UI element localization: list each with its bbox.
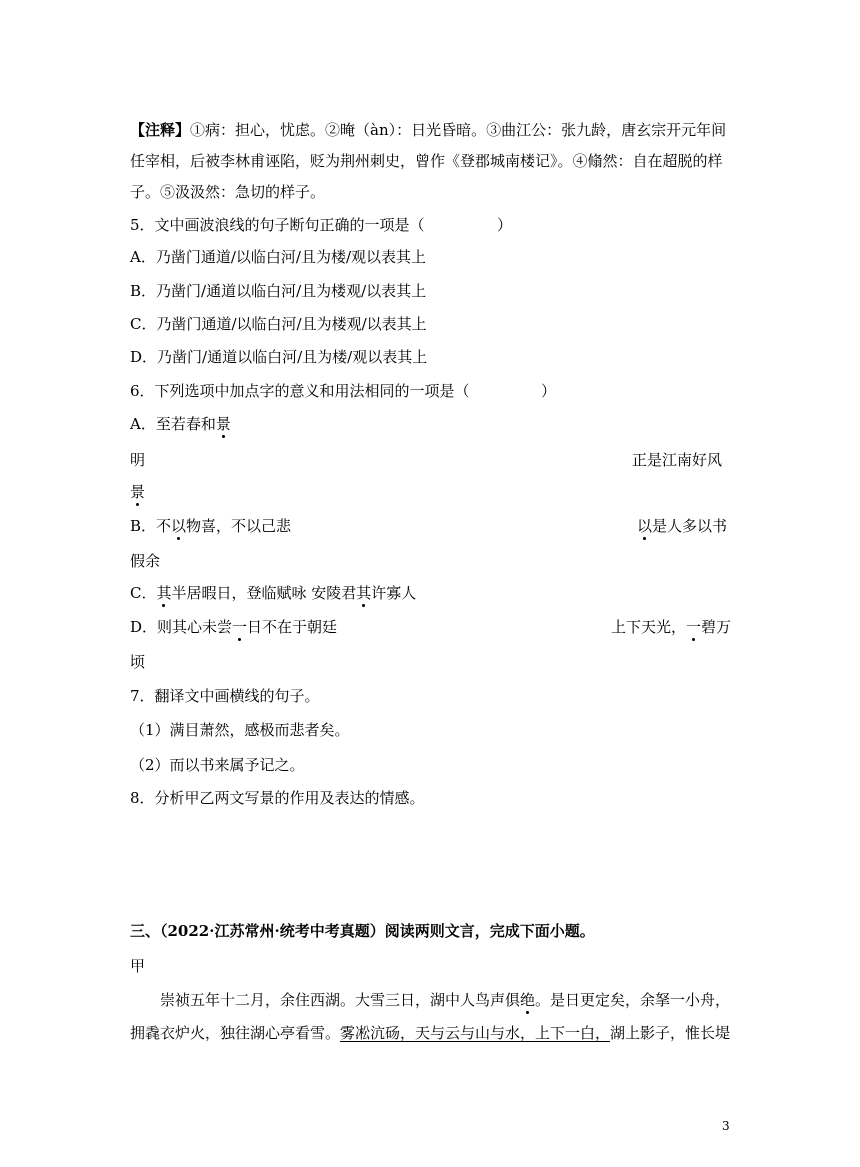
emphasis-dot-char: 一 xyxy=(232,618,248,636)
question-8-stem: 8．分析甲乙两文写景的作用及表达的情感。 xyxy=(130,789,425,807)
emphasis-dot-char: 其 xyxy=(156,584,172,602)
emphasis-dot-char: 景 xyxy=(130,483,146,501)
q6-option-b-left: B．不以物喜，不以己悲 xyxy=(130,517,292,535)
passage-line-1: 崇祯五年十二月，余住西湖。大雪三日，湖中人鸟声俱绝。是日更定矣，余拏一小舟， xyxy=(160,991,731,1009)
q6-option-d-left: D．则其心未尝一日不在于朝廷 xyxy=(130,618,338,636)
note-line-3: 子。⑤汲汲然：急切的样子。 xyxy=(130,183,326,201)
underlined-sentence: 雾凇沆砀，天与云与山与水，上下一白， xyxy=(340,1024,611,1042)
question-7-stem: 7．翻译文中画横线的句子。 xyxy=(130,687,320,705)
q6-option-a-left-cont: 明 xyxy=(130,451,146,469)
emphasis-dot-char: 其 xyxy=(356,584,372,602)
q6-option-b-right-cont: 假余 xyxy=(130,552,161,570)
note-label: 【注释】 xyxy=(130,121,191,139)
question-6-close: ） xyxy=(541,382,557,400)
question-5-stem: 5．文中画波浪线的句子断句正确的一项是（ xyxy=(130,216,425,234)
q6-option-a-left: A．至若春和景 xyxy=(130,415,231,433)
question-6-stem: 6．下列选项中加点字的意义和用法相同的一项是（ xyxy=(130,382,470,400)
note-line-1: 【注释】①病：担心，忧虑。②晻（àn）：日光昏暗。③曲江公：张九龄，唐玄宗开元年间 xyxy=(130,121,727,139)
q6-option-b-right: 以是人多以书 xyxy=(637,517,728,535)
section-3-title: 三、（2022·江苏常州·统考中考真题）阅读两则文言，完成下面小题。 xyxy=(130,922,595,940)
question-5-close: ） xyxy=(497,216,513,234)
q7-sentence-2: （2）而以书来属予记之。 xyxy=(130,756,305,774)
q5-option-d: D．乃凿门/通道以临白河/且为楼/观以表其上 xyxy=(130,348,428,366)
page-number: 3 xyxy=(722,1119,730,1133)
q5-option-c: C．乃凿门通道/以临白河/且为楼观/以表其上 xyxy=(130,315,427,333)
emphasis-dot-char: 景 xyxy=(215,415,231,433)
q6-option-d-right: 上下天光，一碧万 xyxy=(611,618,732,636)
q6-option-a-right: 正是江南好风 xyxy=(632,451,723,469)
q5-option-a: A．乃凿门通道/以临白河/且为楼/观以表其上 xyxy=(130,248,426,266)
q6-option-d-right-cont: 顷 xyxy=(130,653,146,671)
passage-jia-label: 甲 xyxy=(130,957,146,975)
emphasis-dot-char: 以 xyxy=(637,517,653,535)
q6-option-c: C．其半居暇日，登临赋咏 安陵君其许寡人 xyxy=(130,584,417,602)
passage-line-2: 拥毳衣炉火，独往湖心亭看雪。雾凇沆砀，天与云与山与水，上下一白，湖上影子，惟长堤 xyxy=(130,1024,731,1042)
note-line-2: 任宰相，后被李林甫诬陷，贬为荆州刺史，曾作《登郡城南楼记》。④翛然：自在超脱的样 xyxy=(130,152,723,170)
emphasis-dot-char: 绝 xyxy=(520,991,536,1009)
emphasis-dot-char: 一 xyxy=(686,618,702,636)
q5-option-b: B．乃凿门/通道以临白河/且为楼观/以表其上 xyxy=(130,282,427,300)
emphasis-dot-char: 以 xyxy=(171,517,187,535)
q6-option-a-right-cont xyxy=(130,482,145,502)
q7-sentence-1: （1）满目萧然，感极而悲者矣。 xyxy=(130,721,350,739)
